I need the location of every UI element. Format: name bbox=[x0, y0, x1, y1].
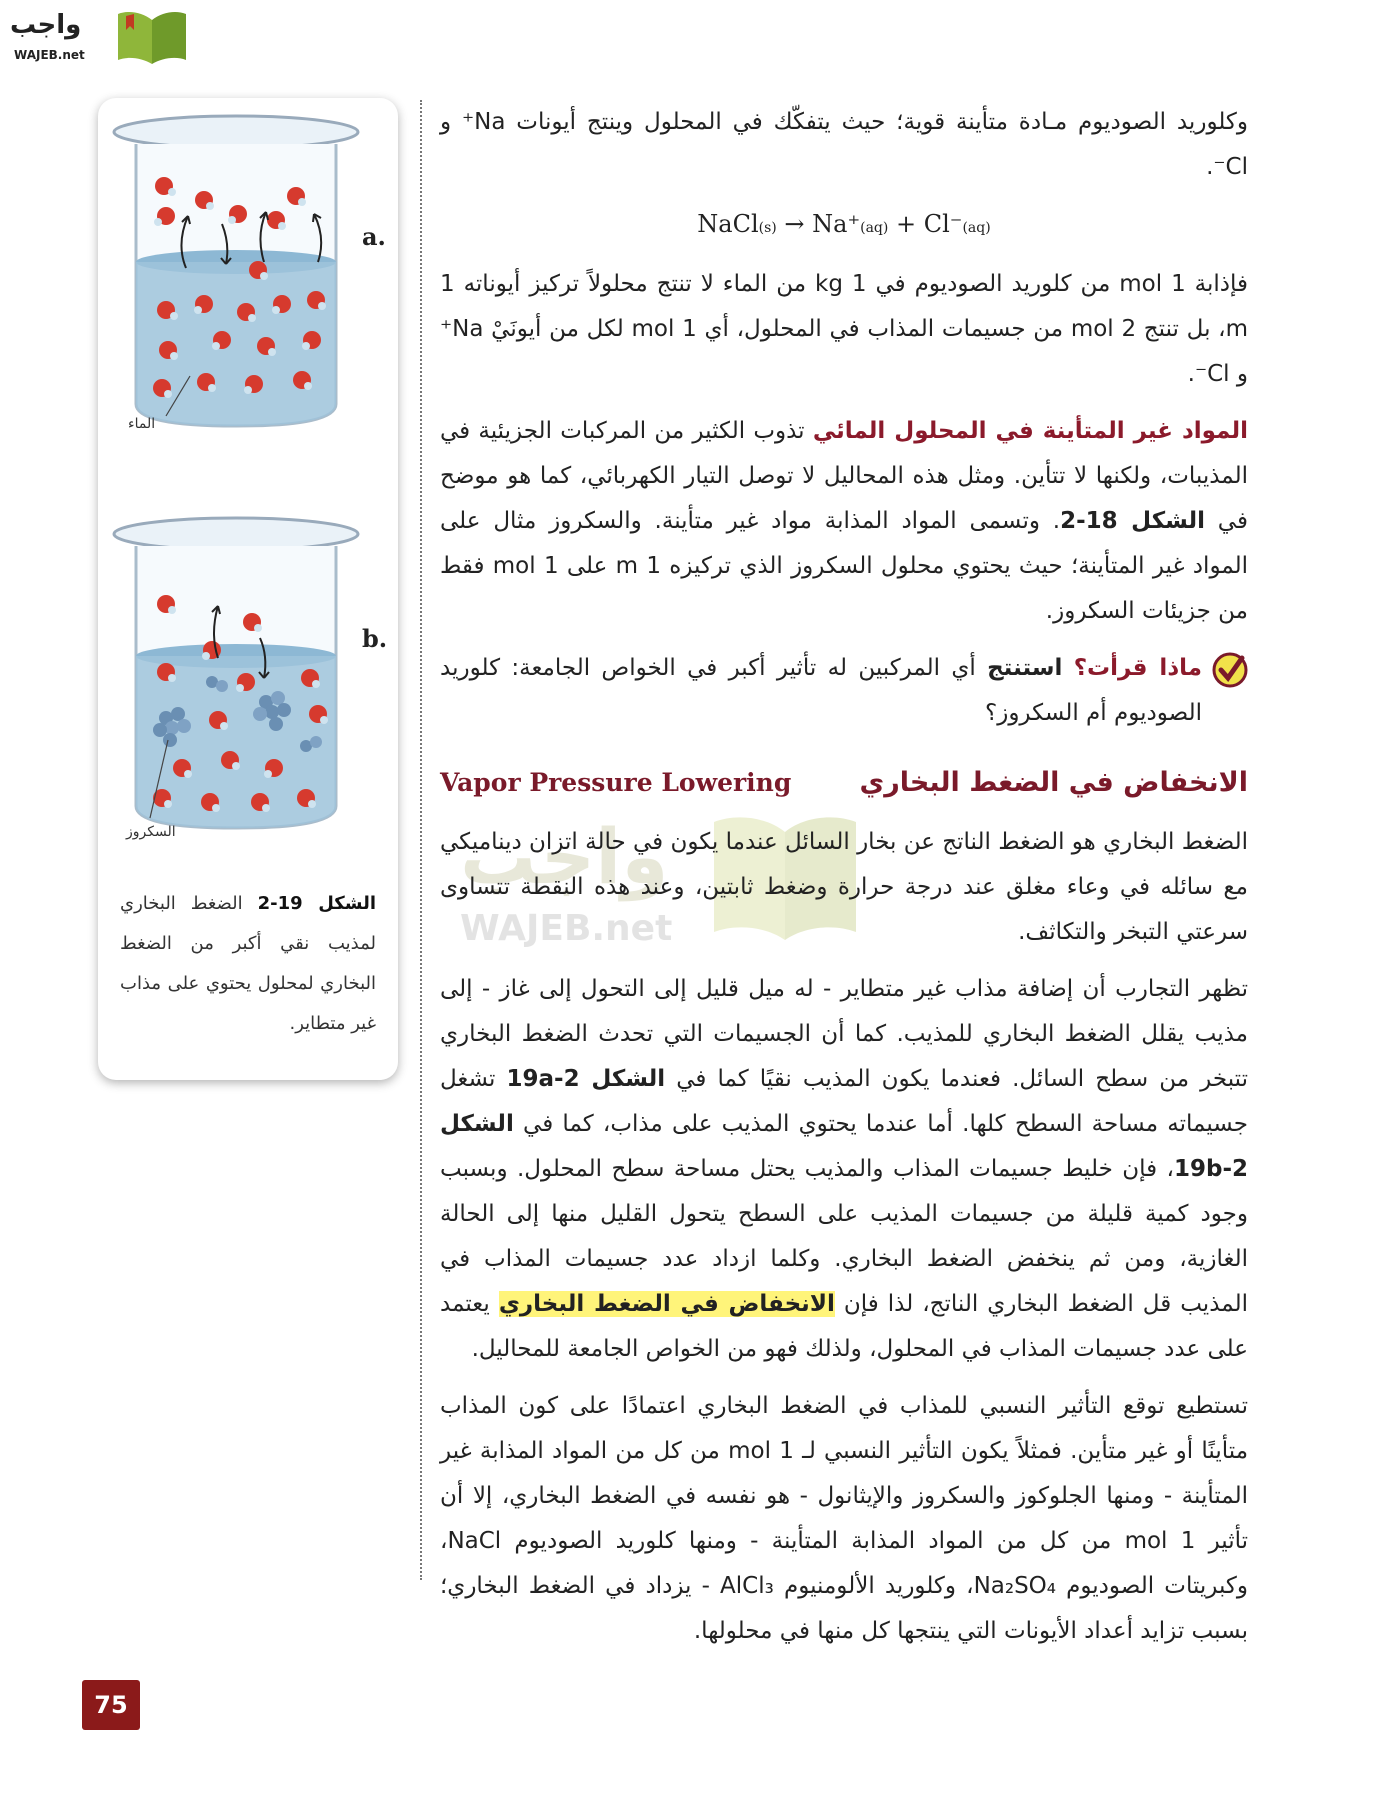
eq-product-1-state: (aq) bbox=[860, 220, 889, 236]
eq-plus: + bbox=[888, 210, 924, 238]
figure-caption bbox=[120, 884, 376, 1044]
watermark-text-ar: واجب bbox=[460, 812, 669, 901]
vpl-part-2: تشغل جسيماته مساحة السطح كلها. أما عندما يحتوي المذيب على مذاب، كما في bbox=[440, 1066, 1248, 1137]
beaker-a-pure-solvent bbox=[106, 104, 396, 444]
eq-product-2-state: (aq) bbox=[962, 220, 991, 236]
checkmark-icon bbox=[1212, 652, 1248, 688]
column-divider bbox=[420, 100, 422, 1580]
dissociation-equation bbox=[440, 202, 1248, 250]
eq-product-1: Na⁺ bbox=[812, 210, 861, 238]
logo-text-ar: واجب bbox=[10, 10, 82, 40]
eq-arrow: → bbox=[776, 210, 813, 238]
section-title-ar: الانخفاض في الضغط البخاري bbox=[859, 766, 1248, 798]
caption-text: الضغط البخاري لمذيب نقي أكبر من الضغط البخاري لمحلول يحتوي على مذاب غير متطاير. bbox=[120, 893, 376, 1034]
watermark-text-en: WAJEB.net bbox=[460, 908, 673, 949]
eq-reactant: NaCl bbox=[697, 210, 759, 238]
figure-label-a: a. bbox=[362, 222, 386, 251]
paragraph-vapor-pressure-lowering bbox=[440, 967, 1248, 1372]
figure-ref-18-2[interactable]: الشكل 18-2 bbox=[1060, 508, 1205, 534]
vpl-part-1: تظهر التجارب أن إضافة مذاب غير متطاير - له ميل قليل إلى التحول إلى غاز - إلى مذيب يقلل الضغط البخاري للمذيب. كما أن الجسيمات التي تحدث الضغط البخاري تتبخر من سطح السائل. فعندما يكون المذيب نقيًا كما في bbox=[440, 976, 1248, 1092]
reading-check-question: أي المركبين له تأثير أكبر في الخواص الجامعة: كلوريد الصوديوم أم السكروز؟ bbox=[440, 655, 1202, 726]
figure-panel bbox=[98, 98, 398, 1080]
reading-check-verb: استنتج bbox=[987, 655, 1063, 681]
page-number: 75 bbox=[82, 1680, 140, 1730]
paragraph-vapor-pressure-definition: الضغط البخاري هو الضغط الناتج عن بخار السائل عندما يكون في حالة اتزان ديناميكي مع سائله في وعاء مغلق عند درجة حرارة وضغط ثابتين، وعند هذه النقطة تتساوى سرعتي التبخر والتكاثف. bbox=[440, 829, 1248, 945]
term-nonelectrolytes: المواد غير المتأينة في المحلول المائي bbox=[812, 418, 1248, 444]
callout-sucrose: السكروز bbox=[126, 824, 176, 840]
callout-water: الماء bbox=[128, 416, 156, 432]
reading-check bbox=[440, 646, 1248, 748]
vpl-part-3: ، فإن خليط جسيمات المذاب والمذيب يحتل مساحة سطح المحلول. وبسبب وجود كمية قليلة من جسيمات المذيب على السطح يتحول القليل منها إلى الحالة الغازية، ومن ثم ينخفض الضغط البخاري. وكلما ازداد عدد جسيمات المذاب في المذيب قل الضغط البخاري الناتج، لذا فإن bbox=[440, 1156, 1248, 1317]
reading-check-text bbox=[440, 646, 1202, 736]
nonelectrolytes-body: تذوب الكثير من المركبات الجزيئية في المذيبات، ولكنها لا تتأين. ومثل هذه المحاليل لا توصل التيار الكهربائي، كما هو موضح في bbox=[440, 418, 1248, 534]
vpl-part-4: يعتمد على عدد جسيمات المذاب في المحلول، ولذلك فهو من الخواص الجامعة للمحاليل. bbox=[440, 1291, 1248, 1362]
site-logo[interactable] bbox=[10, 6, 190, 70]
paragraph-nacl-moles: فإذابة 1 mol من كلوريد الصوديوم في 1 kg من الماء لا تنتج محلولاً تركيز أيوناته 1 m، بل تنتج 2 mol من جسيمات المذاب في المحلول، أي 1 mol لكل من أيونَيْ Na⁺ و Cl⁻. bbox=[440, 271, 1249, 387]
beaker-b-solution bbox=[106, 506, 396, 846]
section-heading bbox=[440, 762, 1248, 802]
highlighted-term: الانخفاض في الضغط البخاري bbox=[498, 1291, 835, 1317]
book-icon bbox=[116, 8, 188, 66]
nonelectrolytes-tail: . وتسمى المواد المذابة مواد غير متأينة. والسكروز مثال على المواد غير المتأينة؛ حيث يحتوي محلول السكروز الذي تركيزه 1 m على 1 mol فقط من جزيئات السكروز. bbox=[440, 508, 1249, 624]
eq-product-2: Cl⁻ bbox=[923, 210, 963, 238]
reading-check-label: ماذا قرأت؟ bbox=[1073, 655, 1202, 681]
figure-ref-19b[interactable]: الشكل 19b-2 bbox=[440, 1111, 1248, 1182]
figure-label-b: b. bbox=[362, 624, 388, 653]
paragraph-nacl-ionization: وكلوريد الصوديوم مـادة متأينة قوية؛ حيث يتفكّك في المحلول وينتج أيونات Na⁺ و Cl⁻. bbox=[440, 109, 1248, 180]
eq-reactant-state: (s) bbox=[758, 220, 777, 236]
figure-ref-19a[interactable]: الشكل 19a-2 bbox=[506, 1066, 666, 1092]
paragraph-relative-effect: تستطيع توقع التأثير النسبي للمذاب في الضغط البخاري اعتمادًا على كون المذاب متأينًا أو غير متأين. فمثلاً يكون التأثير النسبي لـ 1 mol من كل من المواد المذابة غير المتأينة - ومنها الجلوكوز والسكروز والإيثانول - هو نفسه في الضغط البخاري، إلا أن تأثير 1 mol من كل من المواد المذابة المتأينة - ومنها كلوريد الصوديوم NaCl، وكبريتات الصوديوم Na₂SO₄، وكلوريد الألومنيوم AlCl₃ - يزداد في الضغط البخاري؛ بسبب تزايد أعداد الأيونات التي ينتجها كل منها في محلولها. bbox=[440, 1393, 1249, 1644]
main-text bbox=[440, 100, 1248, 1666]
logo-text-en: WAJEB.net bbox=[14, 48, 85, 62]
caption-label: الشكل 19-2 bbox=[257, 893, 377, 914]
section-title-en: Vapor Pressure Lowering bbox=[440, 767, 792, 797]
paragraph-nonelectrolytes bbox=[440, 409, 1248, 634]
